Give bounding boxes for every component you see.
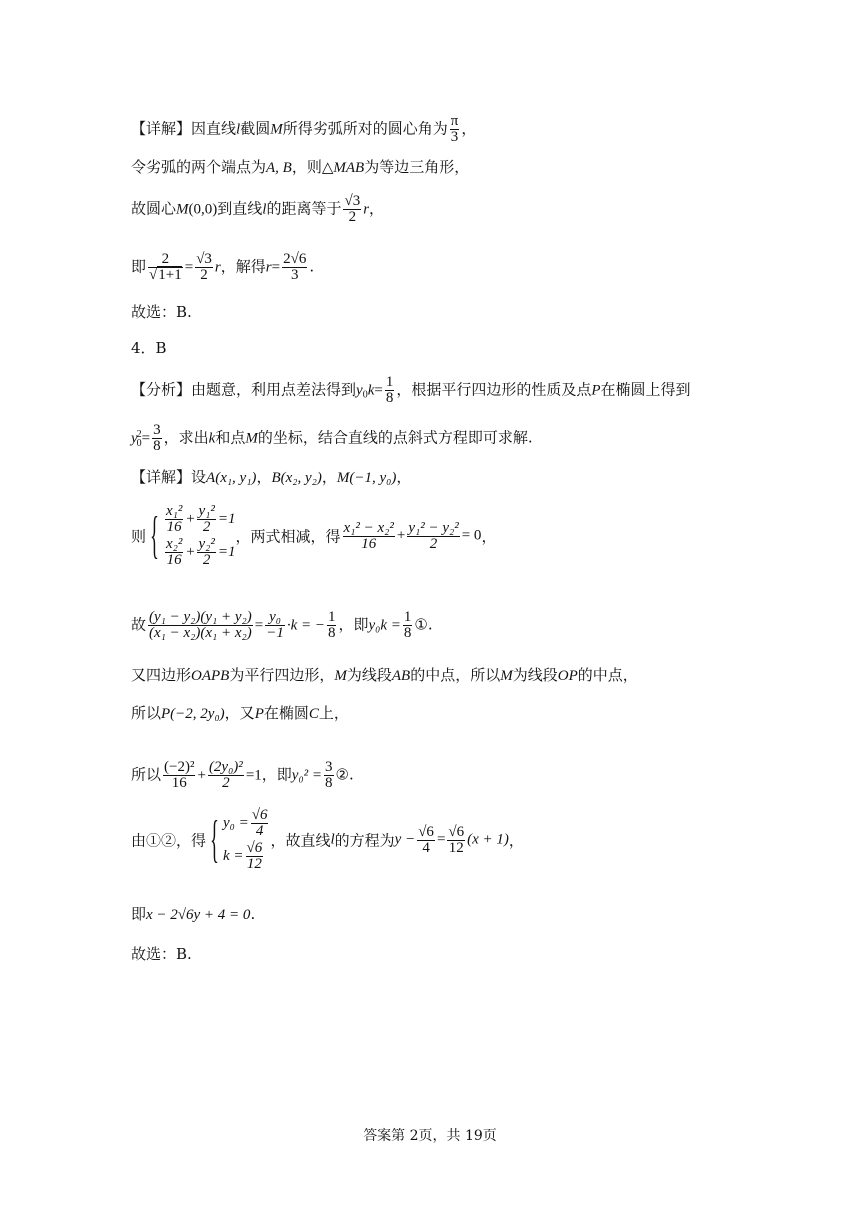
text: ，解得	[220, 257, 266, 276]
page-footer: 答案第 2页，共 19页	[363, 1128, 497, 1144]
math-var: k	[208, 430, 216, 447]
q3-detail-line-2	[131, 157, 469, 178]
math-var: k	[367, 382, 375, 399]
text: ，	[369, 199, 385, 218]
math-var: OAPB	[191, 668, 230, 684]
text: ，即	[338, 615, 369, 634]
text: 故圆心	[131, 199, 177, 218]
q4-analysis-line-1	[131, 375, 691, 406]
fraction: $\frac{\text{y₁² − y₂²}}{2}$	[408, 519, 459, 552]
math-op: =	[184, 259, 194, 276]
math-subsup: 2 0	[136, 428, 142, 449]
math-var: P	[254, 706, 264, 722]
fraction: $\frac{\text{(−2)²}}{16}$	[164, 759, 195, 791]
text: 的中点，	[577, 666, 638, 684]
text: 又四边形	[131, 666, 192, 684]
q4-choice: 故选：B.	[131, 945, 192, 963]
math-var: C	[308, 706, 319, 722]
left-brace: {	[150, 507, 159, 564]
text: ，	[461, 119, 477, 138]
fraction: $\frac{2}{√1+1}$	[149, 251, 182, 283]
q4-detail-line-1	[131, 467, 411, 488]
text: ，	[321, 468, 337, 486]
fraction: $\frac{\text{x₁² − x₂²}}{16}$	[343, 519, 394, 552]
text: 所以	[131, 704, 162, 722]
q3-choice: 故选：B.	[131, 303, 192, 321]
text: ①.	[414, 615, 433, 634]
math-var: M	[176, 201, 189, 218]
math-var: M	[334, 668, 347, 684]
text: 为平行四边形，	[229, 666, 335, 684]
math-expr: (0,0)	[188, 201, 218, 218]
q4-detail-line-2: 则{ $\frac{\text{x₁²}}{16}$ + $\frac{\text{y₁²}}{2}$ =1 $\frac{\text{x₂²}}{16}$ + $\frac{\text{y₂²}}{2}$ =1 ，两式相减，得 $\frac{\text{x₁² − x₂²}}{16}$ + $\frac{\text{y₁² − y₂²}}{2}$ = 0，	[131, 503, 497, 568]
fraction: $\frac{3}{8}$	[325, 759, 333, 791]
text: 令劣弧的两个端点为	[131, 158, 267, 176]
text: 的中点，所以	[410, 666, 501, 684]
math-var: l	[236, 121, 241, 138]
math-expr: y₀² =	[291, 767, 323, 784]
math-var: AB	[391, 668, 411, 684]
fraction: $\frac{\text{(y₁ − y₂)(y₁ + y₂)}}{\text{(x₁ − x₂)(x₁ + x₂)}}$	[149, 609, 252, 641]
text: ，故直线	[270, 831, 331, 850]
text: .	[309, 257, 315, 276]
analysis-tag: 【分析】	[131, 380, 192, 399]
math-op: =	[254, 617, 264, 634]
q4-detail-line-5	[131, 703, 349, 724]
text: 截圆	[240, 119, 271, 138]
text: 则	[131, 527, 147, 546]
text: 在椭圆上得到	[600, 380, 691, 399]
math-var: M	[500, 668, 513, 684]
equation-system: $\frac{\text{x₁²}}{16}$ + $\frac{\text{y₁²}}{2}$ =1 $\frac{\text{x₂²}}{16}$ + $\frac{\text{y₂²}}{2}$ =1	[165, 503, 236, 568]
math-var: P	[591, 382, 601, 399]
text: 和点	[215, 428, 246, 447]
text: ，又	[224, 704, 255, 722]
fraction: $\frac{2√6}{3}$	[283, 251, 307, 283]
math-var: y	[356, 382, 363, 399]
detail-tag: 【详解】	[131, 119, 192, 138]
math-expr: △MAB	[321, 160, 365, 176]
text: ，	[256, 468, 272, 486]
math-op: =	[141, 430, 151, 447]
math-op: +	[197, 767, 206, 784]
text: ，	[396, 468, 412, 486]
text: .	[250, 905, 256, 923]
text: 因直线	[191, 119, 237, 138]
detail-tag: 【详解】	[131, 468, 192, 486]
text: 为线段	[512, 666, 558, 684]
math-var: r	[265, 259, 272, 276]
math-expr: P(−2, 2y₀)	[161, 706, 225, 722]
math-var: OP	[557, 668, 578, 684]
math-expr: B(x₂, y₂)	[271, 470, 322, 486]
text: ，根据平行四边形的性质及点	[396, 380, 592, 399]
text: 由①②，得	[131, 831, 207, 850]
math-var: r	[363, 201, 370, 218]
math-var: M	[245, 430, 258, 447]
text: 在椭圆	[263, 704, 309, 722]
fraction: $\frac{\pi}{3}$	[450, 113, 459, 145]
math-var: r	[214, 259, 221, 276]
q3-detail-line-3	[131, 194, 384, 225]
text: ，求出	[163, 428, 209, 447]
math-var: l	[330, 831, 335, 848]
text: ，两式相减，得	[235, 527, 341, 546]
q4-detail-line-4	[131, 665, 638, 686]
text: 所得劣弧所对的圆心角为	[282, 119, 448, 138]
math-expr: (x + 1)	[467, 831, 509, 848]
fraction: $\frac{\text{(2y₀)²}}{2}$	[208, 759, 243, 791]
math-var: M	[270, 121, 283, 138]
text: 上，	[318, 704, 349, 722]
left-brace: {	[210, 811, 219, 868]
math-expr: A(x₁, y₁)	[206, 470, 257, 486]
text: 为等边三角形，	[364, 158, 470, 176]
math-expr: x − 2√6y + 4 = 0	[146, 907, 251, 923]
fraction: $\frac{√6}{4}$	[418, 823, 434, 856]
text: 所以	[131, 765, 162, 784]
math-var: y	[131, 430, 138, 447]
text: 的方程为	[334, 831, 395, 850]
text: ，即	[261, 765, 292, 784]
math-expr: = 0	[461, 527, 482, 544]
q4-number: 4．B	[131, 339, 167, 357]
math-op: =	[374, 382, 383, 399]
q3-detail-line-1	[131, 114, 476, 145]
text: 到直线	[217, 199, 263, 218]
q4-detail-line-7	[131, 806, 524, 874]
fraction: $\frac{1}{8}$	[327, 609, 336, 641]
q4-detail-line-8	[131, 904, 255, 925]
fraction: $\frac{\text{y₀}}{-1}$	[266, 609, 284, 641]
text: ②.	[335, 765, 354, 784]
fraction: $\frac{1}{8}$	[385, 374, 394, 406]
text: 即	[131, 257, 147, 276]
math-expr: M(−1, y₀)	[336, 470, 397, 486]
fraction: $\frac{√3}{2}$	[344, 193, 361, 225]
q4-detail-line-6	[131, 760, 354, 791]
fraction: $\frac{√3}{2}$	[196, 251, 212, 283]
q3-detail-line-4	[131, 252, 314, 283]
text: 由题意，利用点差法得到	[191, 380, 357, 399]
q4-detail-line-3	[131, 610, 433, 641]
q4-analysis-line-2	[131, 423, 533, 454]
math-expr: y −	[394, 831, 416, 848]
math-expr: ·k = −	[286, 617, 325, 634]
fraction: $\frac{1}{8}$	[403, 609, 412, 641]
text: 的距离等于	[266, 199, 342, 218]
math-sub: 0	[362, 389, 368, 401]
equation-system: y₀ = $\frac{√6}{4}$ k = $\frac{√6}{12}$	[222, 807, 268, 872]
math-expr: y₀k =	[368, 617, 401, 634]
math-var: A, B	[266, 160, 292, 176]
text: 故	[131, 615, 147, 634]
text: 的坐标，结合直线的点斜式方程即可求解.	[257, 428, 533, 447]
text: 为线段	[346, 666, 392, 684]
math-op: =	[436, 831, 446, 848]
fraction: $\frac{3}{8}$	[153, 422, 161, 454]
fraction: $\frac{√6}{12}$	[448, 823, 465, 856]
math-var: l	[262, 201, 267, 218]
text: ，	[508, 831, 524, 850]
math-expr: =1	[245, 767, 262, 784]
text: 即	[131, 905, 147, 923]
text: ，则	[291, 158, 322, 176]
text: 设	[191, 468, 207, 486]
text: ，	[481, 527, 497, 546]
math-op: =	[271, 259, 281, 276]
